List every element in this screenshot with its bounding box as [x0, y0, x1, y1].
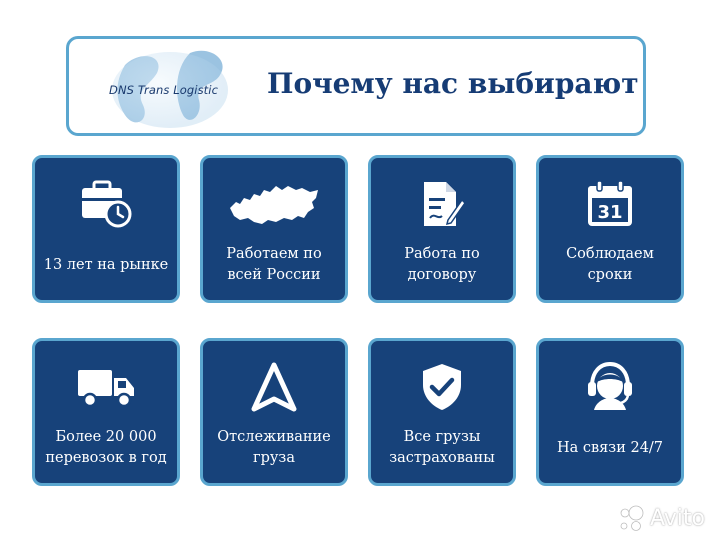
- feature-card-insurance: [368, 338, 516, 486]
- russia-map-icon: [226, 178, 322, 230]
- calendar-day: 31: [597, 202, 623, 223]
- shield-check-icon: [419, 361, 465, 413]
- briefcase-clock-icon: [78, 178, 134, 230]
- feature-card-tracking: [200, 338, 348, 486]
- card-label: На связи 24/7: [556, 439, 664, 456]
- page-title: Почему нас выбирают: [267, 67, 639, 100]
- avito-watermark: [616, 504, 705, 532]
- feature-card-russia: [200, 155, 348, 303]
- company-logo: [95, 45, 245, 135]
- card-label: Отслеживание груза: [217, 429, 331, 466]
- feature-card-shipments: [32, 338, 180, 486]
- logo-text: DNS Trans Logistic: [109, 83, 219, 97]
- feature-card-support: [536, 338, 684, 486]
- card-label: 13 лет на рынке: [43, 256, 169, 273]
- truck-icon: [76, 364, 136, 410]
- feature-card-years: [32, 155, 180, 303]
- calendar-icon: [584, 178, 636, 230]
- card-label: Более 20 000 перевозок в год: [45, 429, 167, 466]
- header-banner: [66, 36, 646, 136]
- card-label: Все грузы застрахованы: [389, 429, 495, 466]
- card-label: Соблюдаем сроки: [566, 246, 654, 283]
- card-label: Работаем по всей России: [226, 246, 322, 283]
- feature-card-contract: [368, 155, 516, 303]
- watermark-text: Avito: [650, 505, 705, 531]
- support-agent-icon: [584, 360, 636, 414]
- feature-card-deadlines: [536, 155, 684, 303]
- avito-logo-icon: [616, 504, 646, 532]
- card-label: Работа по договору: [404, 246, 480, 283]
- contract-sign-icon: [418, 178, 466, 230]
- navigation-arrow-icon: [250, 361, 298, 413]
